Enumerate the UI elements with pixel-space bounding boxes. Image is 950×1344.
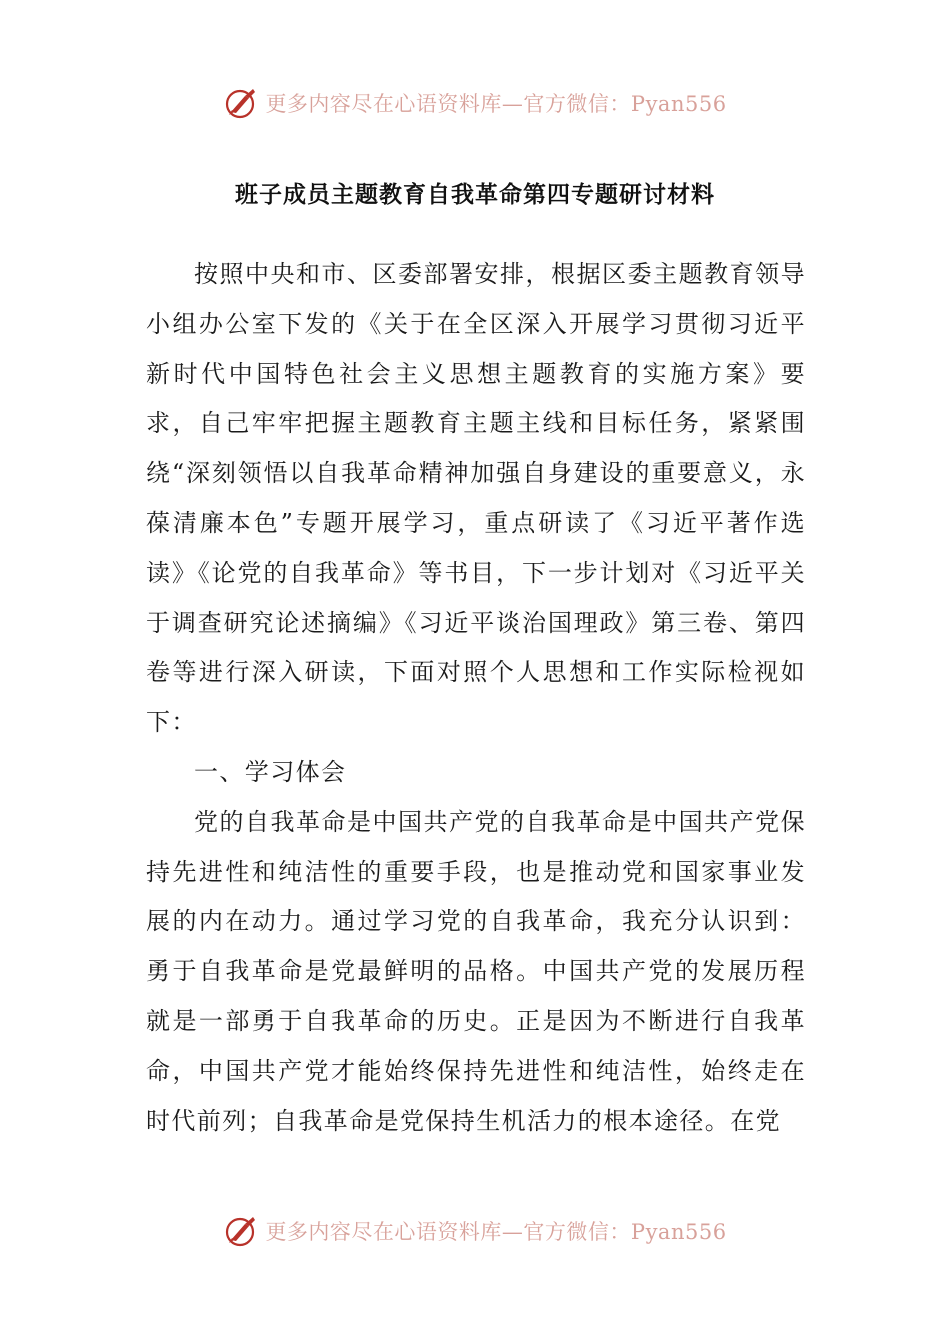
header-watermark [0,78,950,128]
footer-watermark [0,1206,950,1256]
fountain-pen-logo-icon [223,85,259,121]
body-paragraph: 按照中央和市、区委部署安排，根据区委主题教育领导小组办公室下发的《关于在全区深入开展学习贯彻习近平新时代中国特色社会主义思想主题教育的实施方案》要求，自己牢牢把握主题教育主题主线和目标任务，紧紧围绕“深刻领悟以自我革命精神加强自身建设的重要意义，永葆清廉本色”专题开展学习，重点研读了《习近平著作选读》《论党的自我革命》等书目，下一步计划对《习近平关于调查研究论述摘编》《习近平谈治国理政》第三卷、第四卷等进行深入研读，下面对照个人思想和工作实际检视如下： [146,260,806,737]
document-body [146,250,806,1146]
body-paragraph: 党的自我革命是中国共产党的自我革命是中国共产党保持先进性和纯洁性的重要手段，也是推动党和国家事业发展的内在动力。通过学习党的自我革命，我充分认识到：勇于自我革命是党最鲜明的品格。中国共产党的发展历程就是一部勇于自我革命的历史。正是因为不断进行自我革命，中国共产党才能始终保持先进性和纯洁性，始终走在时代前列；自我革命是党保持生机活力的根本途径。在党 [146,807,806,1135]
section-heading: 一、学习体会 [194,757,347,786]
watermark-text: 更多内容尽在心语资料库—官方微信：Pyan556 [265,1220,727,1244]
document-title: 班子成员主题教育自我革命第四专题研讨材料 [235,182,715,208]
fountain-pen-logo-icon [223,1213,259,1249]
watermark-text: 更多内容尽在心语资料库—官方微信：Pyan556 [265,92,727,116]
